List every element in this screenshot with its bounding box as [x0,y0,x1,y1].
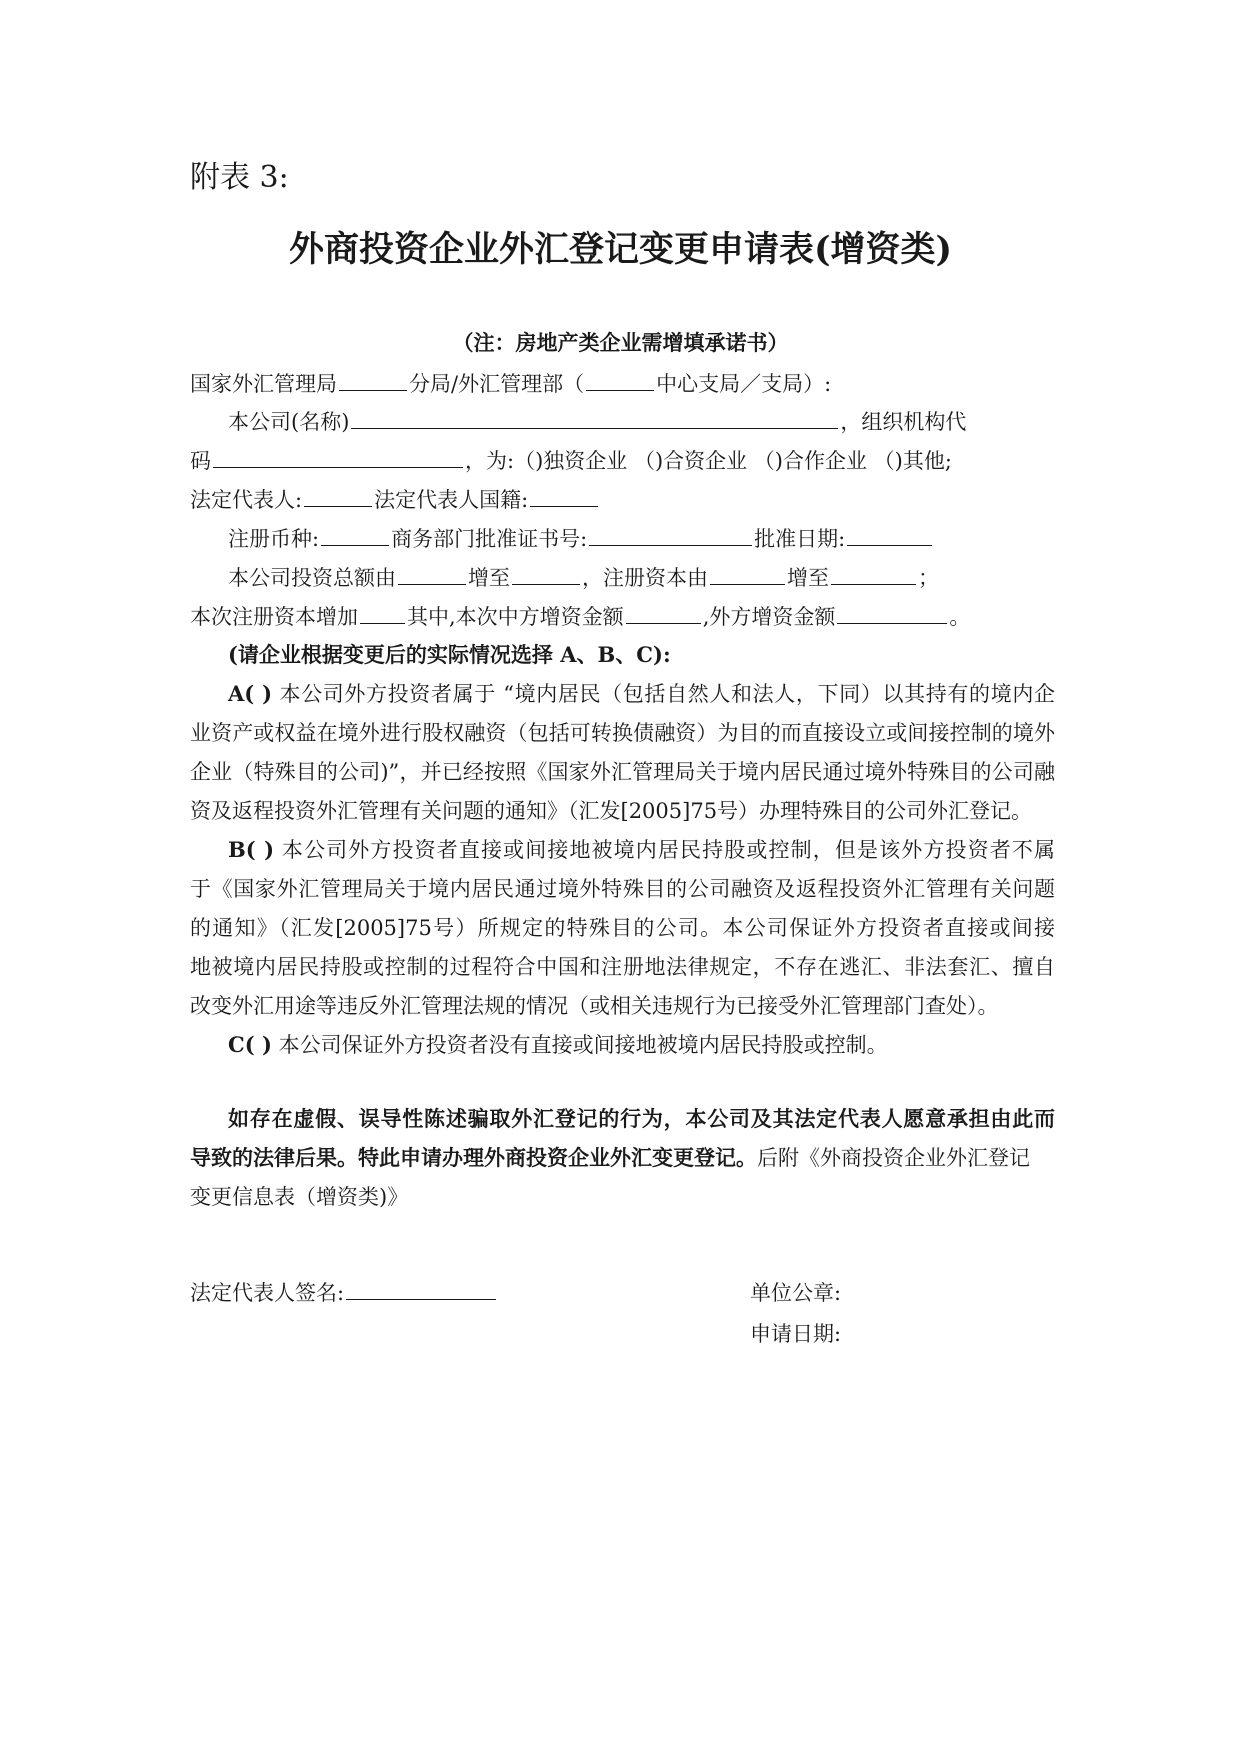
legal-rep-label: 法定代表人: [190,488,303,512]
option-b-line-1: B( ) 本公司外方投资者直接或间接地被境内居民持股或控制，但是该外方投资者不属 [228,837,1055,862]
semicolon: ； [918,566,939,590]
rep-signature-field[interactable] [346,1279,496,1300]
declaration-line-2: 导致的法律后果。特此申请办理外商投资企业外汇变更登记。后附《外商投资企业外汇登记 [190,1145,1030,1170]
attachment-label: 附表 3: [190,160,289,195]
foreign-increase-field[interactable] [837,603,947,624]
investment-line [228,564,939,590]
option-a-checkbox[interactable]: A( ) [228,681,273,706]
capital-increase-line [190,603,970,629]
branch-name-field[interactable] [339,370,407,391]
approval-cert-field[interactable] [589,525,752,546]
signature-line [190,1277,498,1307]
option-b-line-2: 于《国家外汇管理局关于境内居民通过境外特殊目的公司融资及返程投资外汇管理有关问题 [190,877,1055,901]
option-b-line-5: 改变外汇用途等违反外汇管理法规的情况（或相关违规行为已接受外汇管理部门查处）。 [190,994,999,1018]
option-a-line-1: A( ) 本公司外方投资者属于 “境内居民（包括自然人和法人，下同）以其持有的境内企 [228,681,1055,706]
org-code-line [190,447,952,473]
currency-line [228,525,934,551]
authority-line [190,370,831,396]
company-name-label: 本公司(名称) [228,410,350,434]
chinese-increase-label: 其中,本次中方增资金额 [407,605,624,629]
approval-date-label: 批准日期: [754,527,846,551]
total-investment-from-field[interactable] [398,564,466,585]
capital-increase-field[interactable] [360,603,405,624]
org-code-label-cont: 码 [190,449,211,473]
legal-rep-line [190,486,600,512]
registered-capital-to-field[interactable] [831,564,916,585]
branch-label: 分局/外汇管理部（ [409,372,585,396]
declaration-line-1: 如存在虚假、误导性陈述骗取外汇登记的行为，本公司及其法定代表人愿意承担由此而 [228,1106,1055,1131]
legal-rep-nationality-label: 法定代表人国籍: [374,488,529,512]
authority-label: 国家外汇管理局 [190,372,337,396]
currency-field[interactable] [321,525,389,546]
chinese-increase-field[interactable] [626,603,701,624]
subbranch-name-field[interactable] [586,370,654,391]
capital-increase-label: 本次注册资本增加 [190,605,358,629]
application-date-label: 申请日期: [750,1322,842,1346]
registered-capital-from-field[interactable] [710,564,785,585]
approval-date-field[interactable] [847,525,932,546]
org-code-label: ，组织机构代 [840,410,967,434]
subbranch-label: 中心支局／支局）: [656,372,832,396]
page-title: 外商投资企业外汇登记变更申请表(增资类) [288,229,953,270]
option-a-line-2: 业资产或权益在境外进行股权融资（包括可转换债融资）为目的而直接设立或间接控制的境外 [190,721,1055,745]
company-seal-label: 单位公章: [750,1281,842,1305]
enterprise-type-options[interactable]: ，为:（)独资企业 （)合资企业 （)合作企业 （)其他; [465,449,952,473]
rep-signature-label: 法定代表人签名: [190,1281,345,1305]
page-note: （注：房地产类企业需增填承诺书） [452,330,789,355]
registered-capital-label: ，注册资本由 [582,566,708,590]
period: 。 [949,605,971,629]
option-c-checkbox[interactable]: C( ) [228,1032,272,1057]
legal-rep-nationality-field[interactable] [530,486,598,507]
total-investment-to-field[interactable] [512,564,580,585]
legal-rep-field[interactable] [304,486,372,507]
increase-to-label-2: 增至 [787,566,829,590]
option-b-checkbox[interactable]: B( ) [228,837,275,862]
org-code-field[interactable] [213,447,463,468]
option-b-line-4: 地被境内居民持股或控制的过程符合中国和注册地法律规定，不存在逃汇、非法套汇、擅自 [190,955,1055,979]
option-c-line-1: C( ) 本公司保证外方投资者没有直接或间接地被境内居民持股或控制。 [228,1032,888,1057]
option-a-line-3: 企业（特殊目的公司)”，并已经按照《国家外汇管理局关于境内居民通过境外特殊目的公司融 [190,760,1055,784]
select-prompt: (请企业根据变更后的实际情况选择 A、B、C): [228,642,671,667]
option-b-line-3: 的通知》（汇发[2005]75号）所规定的特殊目的公司。本公司保证外方投资者直接或间接 [190,916,1055,940]
foreign-increase-label: ,外方增资金额 [702,605,836,629]
company-name-field[interactable] [351,408,838,429]
company-name-line [228,408,966,434]
total-investment-label: 本公司投资总额由 [228,566,396,590]
currency-label: 注册币种: [228,527,320,551]
approval-cert-label: 商务部门批准证书号: [391,527,588,551]
increase-to-label: 增至 [468,566,510,590]
option-a-line-4: 资及返程投资外汇管理有关问题的通知》（汇发[2005]75号）办理特殊目的公司外汇登记。 [190,799,1033,823]
declaration-line-3: 变更信息表（增资类)》 [190,1185,409,1209]
